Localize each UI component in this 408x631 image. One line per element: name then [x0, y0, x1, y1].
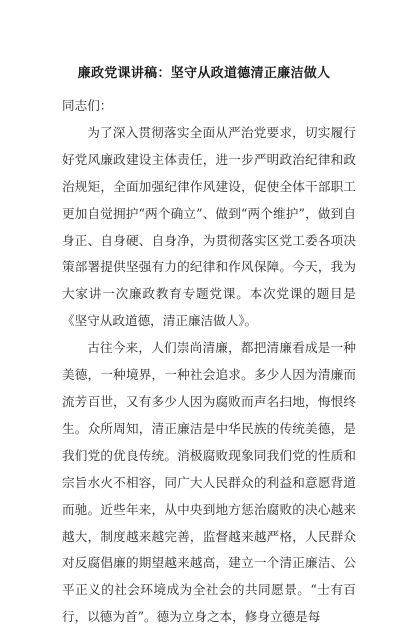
- body-paragraph: 为了深入贯彻落实全面从严治党要求，切实履行好党风廉政建设主体责任，进一步严明政治纪律和政治规矩，全面加强纪律作风建设，促使全体干部职工更加自觉拥护“两个确立”、做到“两个维护”，做到自身正、自身硬、自身净，为贯彻落实区党工委各项决策部署提供坚强有力的纪律和作风保障。今天，我为大家讲一次廉政教育专题党课。本次党课的题目是《坚守从政道德，清正廉洁做人》。: [62, 124, 356, 329]
- body-paragraph: 古往今来，人们崇尚清廉，都把清廉看成是一种美德，一种境界，一种社会追求。多少人因为清廉而流芳百世，又有多少人因为腐败而声名扫地，悔恨终生。众所周知，清正廉洁是中华民族的传统美德，是我们党的优良传统。消极腐败现象同我们党的性质和宗旨水火不相容，同广大人民群众的利益和意愿背道而驰。近些年来，从中央到地方惩治腐败的决心越来越大，制度越来越完善，监督越来越严格，人民群众对反腐倡廉的期望越来越高，建立一个清正廉洁、公平正义的社会环境成为全社会的共同愿景。“士有百行，以德为首”。德为立身之本，修身立德是每: [62, 340, 356, 625]
- document-title: 廉政党课讲稿：坚守从政道德清正廉洁做人: [77, 66, 331, 81]
- document-body: [62, 93, 356, 631]
- salutation: 同志们：: [62, 98, 113, 113]
